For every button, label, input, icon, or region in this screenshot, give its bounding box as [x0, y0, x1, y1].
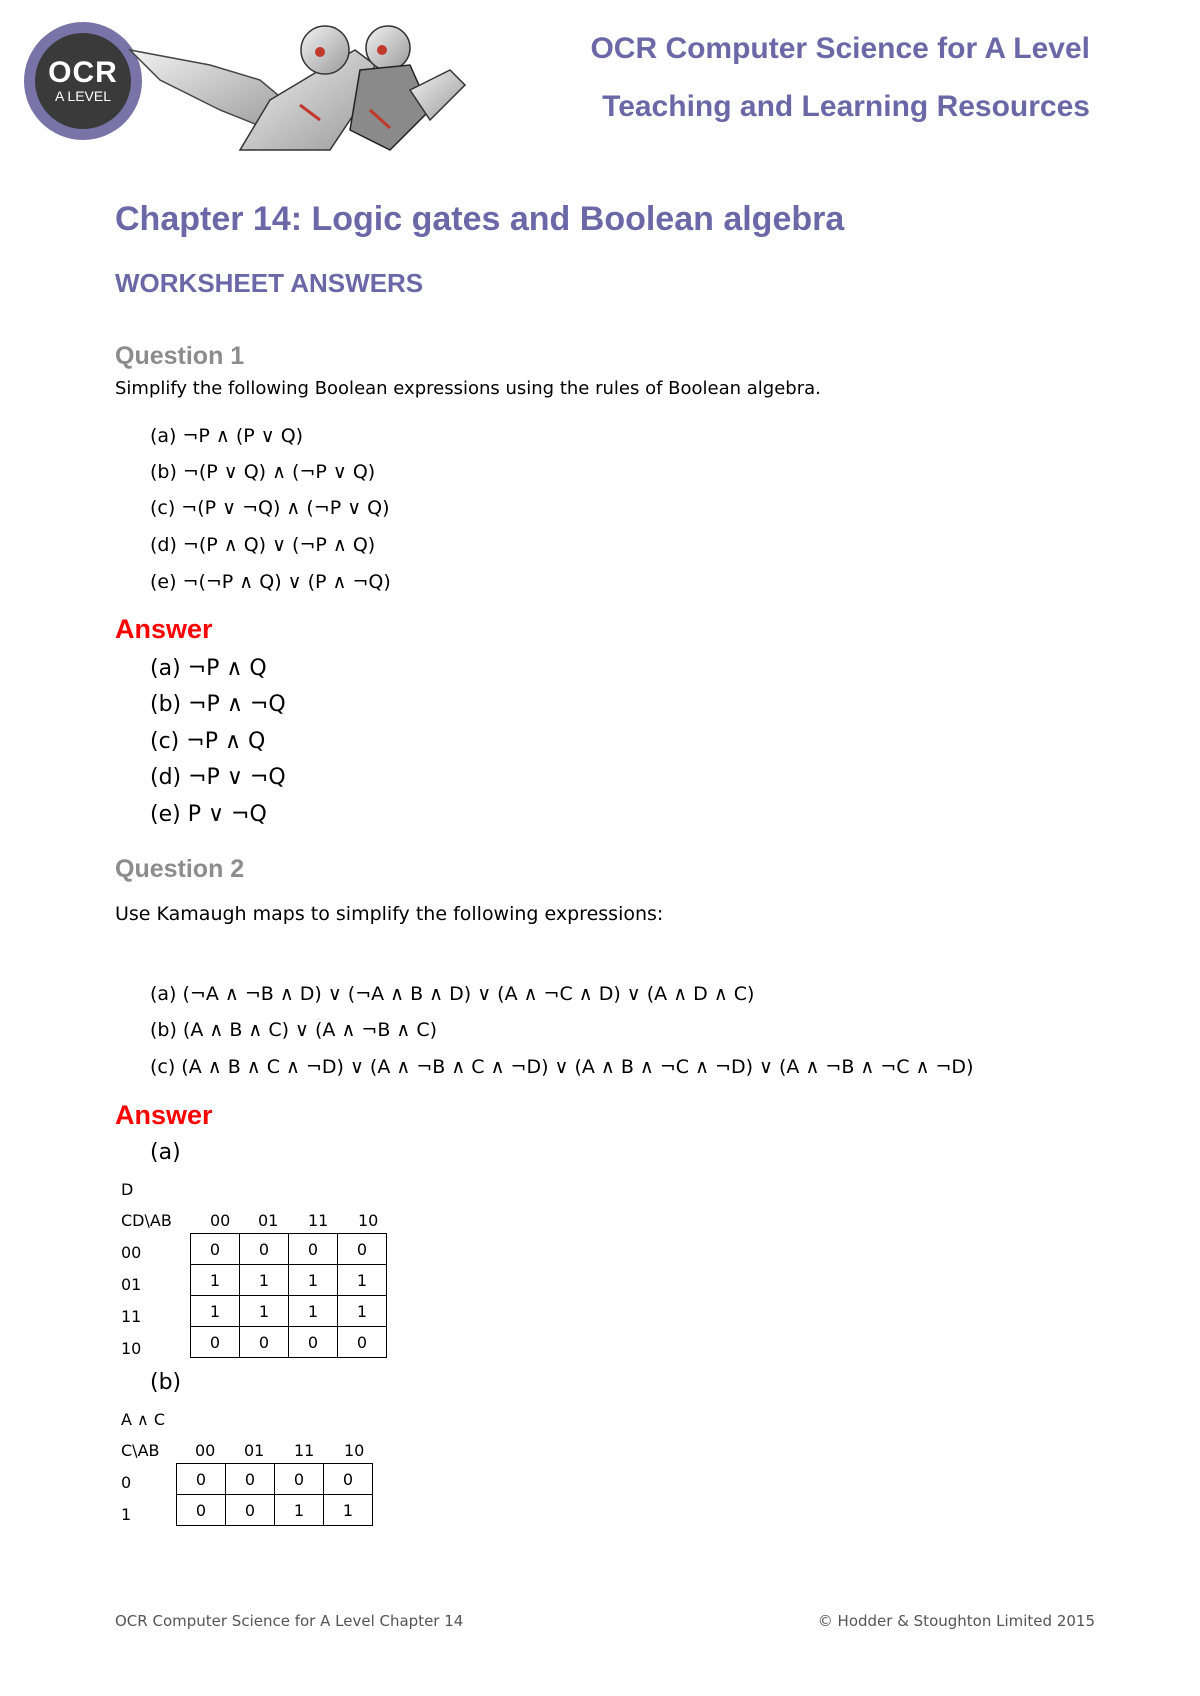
map-b-result: A ∧ C — [121, 1410, 165, 1429]
header-title-line2: Teaching and Learning Resources — [602, 90, 1090, 123]
map-a-col-11: 11 — [308, 1211, 329, 1230]
map-a-cell: 1 — [289, 1296, 338, 1327]
map-a-cell: 0 — [289, 1327, 338, 1358]
map-b-col-00: 00 — [195, 1441, 216, 1460]
q1-answer-d: (d) ¬P ∨ ¬Q — [150, 765, 286, 790]
map-a-label: (a) — [150, 1140, 181, 1165]
map-a-cell: 0 — [338, 1234, 387, 1265]
map-b-label: (b) — [150, 1370, 182, 1395]
question2-title: Question 2 — [115, 855, 245, 883]
q1-answer-c: (c) ¬P ∧ Q — [150, 729, 266, 754]
map-b-grid-row — [177, 1464, 373, 1495]
map-a-cell: 1 — [338, 1296, 387, 1327]
map-b-cell: 0 — [226, 1495, 275, 1526]
map-b-cell: 1 — [324, 1495, 373, 1526]
map-b-grid-row — [177, 1495, 373, 1526]
map-a-cell: 1 — [240, 1265, 289, 1296]
q1-item-a: (a) ¬P ∧ (P ∨ Q) — [150, 425, 304, 447]
map-a-grid-row — [191, 1327, 387, 1358]
map-a-cell: 0 — [191, 1234, 240, 1265]
chapter-title: Chapter 14: Logic gates and Boolean algebra — [115, 200, 845, 238]
header-title-line1: OCR Computer Science for A Level — [590, 32, 1090, 65]
map-b-cell: 0 — [275, 1464, 324, 1495]
map-b-row-1: 1 — [121, 1505, 132, 1524]
map-a-row-01: 01 — [121, 1275, 142, 1294]
question2-intro: Use Kamaugh maps to simplify the following expressions: — [115, 903, 664, 925]
map-a-cell: 0 — [338, 1327, 387, 1358]
map-a-cell: 0 — [191, 1327, 240, 1358]
karnaugh-map-a — [190, 1233, 387, 1358]
map-b-cell: 0 — [177, 1464, 226, 1495]
q1-item-c: (c) ¬(P ∨ ¬Q) ∧ (¬P ∨ Q) — [150, 497, 390, 519]
map-a-col-10: 10 — [358, 1211, 379, 1230]
map-a-cell: 0 — [240, 1327, 289, 1358]
map-b-cell: 0 — [324, 1464, 373, 1495]
map-a-cell: 1 — [289, 1265, 338, 1296]
q1-answer-e: (e) P ∨ ¬Q — [150, 802, 267, 827]
map-a-col-01: 01 — [258, 1211, 279, 1230]
karnaugh-map-b — [176, 1463, 373, 1526]
map-b-col-11: 11 — [294, 1441, 315, 1460]
map-b-cell: 1 — [275, 1495, 324, 1526]
footer-left: OCR Computer Science for A Level Chapter 14 — [115, 1612, 464, 1630]
q1-answer-b: (b) ¬P ∧ ¬Q — [150, 692, 286, 717]
footer-right: © Hodder & Stoughton Limited 2015 — [817, 1612, 1095, 1630]
q2-item-a: (a) (¬A ∧ ¬B ∧ D) ∨ (¬A ∧ B ∧ D) ∨ (A ∧ ¬C ∧ D) ∨ (A ∧ D ∧ C) — [150, 983, 755, 1005]
map-a-cell: 1 — [338, 1265, 387, 1296]
q2-item-b: (b) (A ∧ B ∧ C) ∨ (A ∧ ¬B ∧ C) — [150, 1019, 438, 1041]
map-a-cell: 0 — [240, 1234, 289, 1265]
map-b-col-10: 10 — [344, 1441, 365, 1460]
map-a-row-10: 10 — [121, 1339, 142, 1358]
q2-item-c: (c) (A ∧ B ∧ C ∧ ¬D) ∨ (A ∧ ¬B ∧ C ∧ ¬D) ∨ (A ∧ B ∧ ¬C ∧ ¬D) ∨ (A ∧ ¬B ∧ ¬C ∧ ¬D) — [150, 1056, 974, 1078]
q1-answer-a: (a) ¬P ∧ Q — [150, 656, 267, 681]
map-b-col-01: 01 — [244, 1441, 265, 1460]
map-a-cell: 1 — [191, 1265, 240, 1296]
map-a-cell: 1 — [191, 1296, 240, 1327]
map-a-row-11: 11 — [121, 1307, 142, 1326]
map-a-grid-row — [191, 1234, 387, 1265]
question2-answer-label: Answer — [115, 1100, 213, 1130]
logo-level-text: A LEVEL — [54, 88, 112, 104]
robot-illustration — [120, 10, 470, 160]
q1-item-b: (b) ¬(P ∨ Q) ∧ (¬P ∨ Q) — [150, 461, 376, 483]
map-b-corner: C\AB — [121, 1441, 160, 1460]
q1-item-e: (e) ¬(¬P ∧ Q) ∨ (P ∧ ¬Q) — [150, 571, 391, 593]
map-b-cell: 0 — [177, 1495, 226, 1526]
question1-answer-label: Answer — [115, 614, 213, 644]
ocr-logo-inner — [35, 33, 131, 129]
map-a-row-00: 00 — [121, 1243, 142, 1262]
map-b-cell: 0 — [226, 1464, 275, 1495]
map-a-cell: 0 — [289, 1234, 338, 1265]
logo-ocr-text: OCR — [48, 56, 118, 89]
q1-item-d: (d) ¬(P ∧ Q) ∨ (¬P ∧ Q) — [150, 534, 376, 556]
map-b-row-0: 0 — [121, 1473, 132, 1492]
map-a-grid-row — [191, 1265, 387, 1296]
map-a-col-00: 00 — [210, 1211, 231, 1230]
worksheet-title: WORKSHEET ANSWERS — [115, 268, 424, 298]
question1-intro: Simplify the following Boolean expressions using the rules of Boolean algebra. — [115, 378, 821, 399]
question1-title: Question 1 — [115, 342, 245, 370]
map-a-cell: 1 — [240, 1296, 289, 1327]
map-a-grid-row — [191, 1296, 387, 1327]
map-a-result: D — [121, 1180, 134, 1199]
map-a-corner: CD\AB — [121, 1211, 172, 1230]
